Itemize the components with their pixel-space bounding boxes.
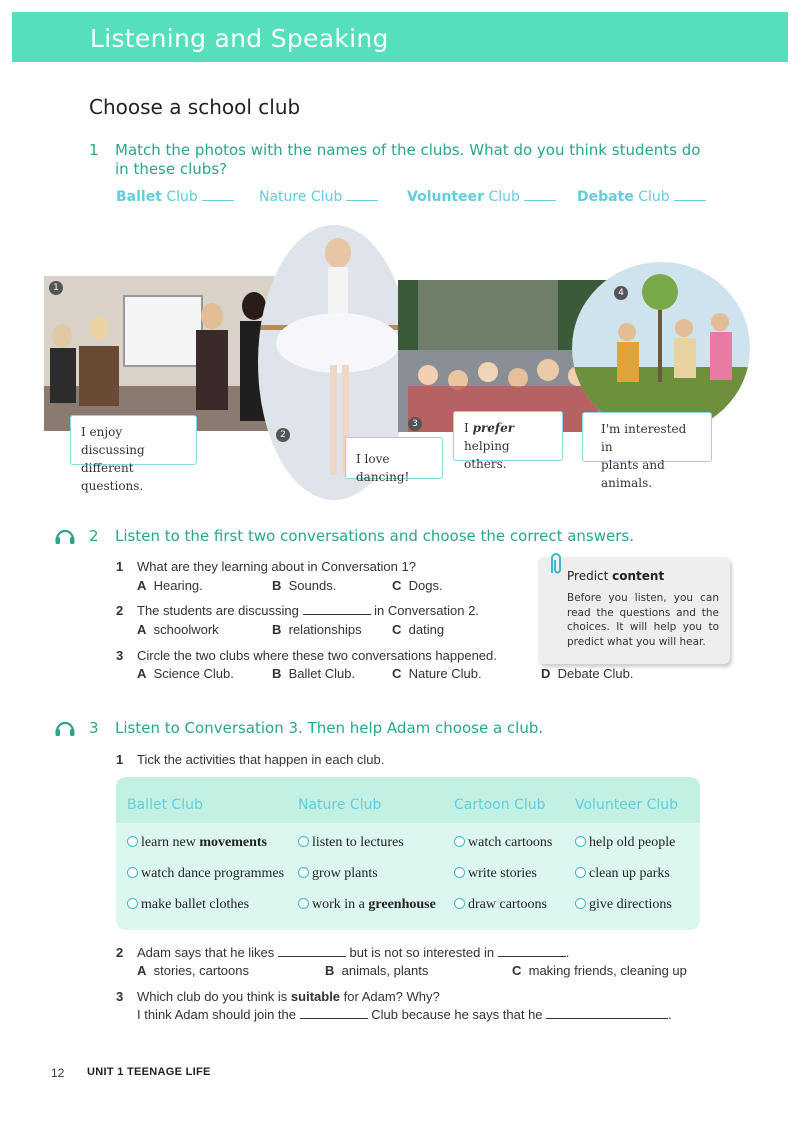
answer-blank[interactable] — [546, 1007, 668, 1019]
club-option-volunteer — [407, 189, 556, 205]
bubble-bold-word: prefer — [472, 421, 515, 435]
bubble-pre: I — [464, 421, 473, 435]
activity-text: listen to lectures — [312, 835, 404, 850]
activity-text: grow plants — [312, 866, 378, 881]
option-text: schoolwork — [153, 622, 219, 637]
activity-text: make ballet clothes — [141, 897, 250, 912]
checkbox[interactable] — [298, 898, 309, 909]
club-rest: Club — [161, 189, 198, 205]
activity-text: work in a — [312, 897, 369, 912]
checkbox[interactable] — [575, 898, 586, 909]
option-letter: A — [137, 622, 147, 637]
option-text: stories, cartoons — [153, 963, 249, 978]
question-text-a: Adam says that he likes — [137, 945, 275, 960]
club-option-debate — [577, 189, 706, 205]
predict-content-tip — [538, 557, 730, 664]
activity-text: write stories — [468, 866, 537, 881]
activity-option[interactable] — [127, 866, 284, 882]
answer-option-b[interactable] — [325, 963, 428, 978]
answer-option-b[interactable] — [272, 578, 336, 593]
activity-table — [116, 777, 700, 930]
section-1-line2: in these clubs? — [115, 160, 228, 178]
checkbox[interactable] — [454, 836, 465, 847]
photo-number-1: 1 — [49, 281, 63, 295]
activity-option[interactable] — [127, 835, 267, 851]
answer-option-a[interactable] — [137, 666, 234, 681]
section-2-number: 2 — [89, 527, 99, 545]
club-bold: Ballet — [116, 189, 162, 205]
tip-title-bold: content — [612, 569, 665, 583]
section-3-number: 3 — [89, 719, 99, 737]
activity-text: give directions — [589, 897, 672, 912]
option-text: making friends, cleaning up — [528, 963, 687, 978]
checkbox[interactable] — [127, 836, 138, 847]
option-text: Dogs. — [408, 578, 443, 593]
option-text: Sounds. — [288, 578, 337, 593]
bubble-post: helping — [464, 439, 510, 453]
photo-nature-club — [572, 262, 750, 434]
answer-option-c[interactable] — [392, 666, 482, 681]
question-number: 1 — [116, 559, 124, 574]
section-1-line1: Match the photos with the names of the clubs. What do you think students do — [115, 141, 701, 159]
column-title: Ballet Club — [127, 797, 203, 813]
section-1-number: 1 — [89, 141, 99, 159]
unit-label: UNIT 1 TEENAGE LIFE — [87, 1066, 211, 1078]
question-text — [137, 989, 440, 1004]
checkbox[interactable] — [298, 867, 309, 878]
question-text — [137, 945, 569, 960]
activity-option[interactable] — [298, 835, 404, 851]
activity-option[interactable] — [454, 835, 552, 851]
activity-option[interactable] — [575, 835, 675, 851]
option-letter: A — [137, 578, 147, 593]
banner-title: Listening and Speaking — [90, 24, 389, 53]
tip-body: Before you listen, you can read the questions and the choices. It will help you to predict what you will hear. — [567, 592, 719, 648]
activity-bold: greenhouse — [368, 897, 436, 912]
option-text: animals, plants — [341, 963, 429, 978]
tip-title — [567, 569, 664, 583]
column-title: Nature Club — [298, 797, 382, 813]
answer-blank[interactable] — [202, 189, 234, 201]
activity-text: watch cartoons — [468, 835, 553, 850]
option-letter: C — [392, 666, 402, 681]
photo-number-4: 4 — [614, 286, 628, 300]
activity-option[interactable] — [575, 897, 672, 913]
bubble-line — [464, 419, 552, 455]
section-1-instruction — [115, 141, 715, 179]
answer-option-c[interactable] — [392, 622, 444, 637]
activity-option[interactable] — [454, 897, 547, 913]
question-text: What are they learning about in Conversation 1? — [137, 559, 416, 574]
question-text-b: in Conversation 2. — [374, 603, 479, 618]
option-text: relationships — [288, 622, 362, 637]
club-rest: Club — [633, 189, 670, 205]
photo-number-2: 2 — [276, 428, 290, 442]
club-bold: Volunteer — [407, 189, 485, 205]
question-bold-word: suitable — [290, 989, 341, 1004]
question-text-b: for Adam? Why? — [340, 989, 440, 1004]
option-letter: A — [137, 666, 147, 681]
option-text: Ballet Club. — [288, 666, 356, 681]
speech-bubble-nature — [582, 412, 712, 490]
page-title: Choose a school club — [89, 95, 301, 119]
option-text: Debate Club. — [557, 666, 634, 681]
answer-option-d[interactable] — [541, 666, 634, 681]
page-number: 12 — [51, 1066, 65, 1080]
answer-option-a[interactable] — [137, 578, 203, 593]
answer-option-b[interactable] — [272, 622, 362, 637]
column-title: Cartoon Club — [454, 797, 546, 813]
activity-text: clean up parks — [589, 866, 670, 881]
answer-option-c[interactable] — [392, 578, 443, 593]
answer-option-a[interactable] — [137, 963, 249, 978]
bubble-line: I'm interested in — [601, 422, 687, 454]
checkbox[interactable] — [575, 867, 586, 878]
answer-blank[interactable] — [278, 945, 346, 957]
option-letter: C — [512, 963, 522, 978]
bubble-line: plants and animals. — [601, 458, 665, 490]
paperclip-icon — [546, 551, 566, 577]
question-text: Circle the two clubs where these two conversations happened. — [137, 648, 497, 663]
question-text — [137, 603, 479, 618]
option-letter: B — [272, 578, 282, 593]
answer-sentence — [137, 1007, 672, 1022]
question-number: 2 — [116, 603, 124, 618]
question-text-a: Which club do you think is — [137, 989, 291, 1004]
checkbox[interactable] — [298, 836, 309, 847]
club-rest: Nature Club — [259, 189, 343, 205]
activity-text: draw cartoons — [468, 897, 547, 912]
question-number: 2 — [116, 945, 124, 960]
sentence-c: . — [668, 1007, 672, 1022]
checkbox[interactable] — [127, 898, 138, 909]
club-option-nature — [259, 189, 378, 205]
sentence-b: Club because he says that he — [371, 1007, 543, 1022]
activity-option[interactable] — [298, 897, 436, 913]
speech-bubble-debate — [70, 415, 197, 493]
activity-option[interactable] — [298, 866, 378, 882]
option-letter: A — [137, 963, 147, 978]
answer-blank[interactable] — [674, 189, 706, 201]
question-text-c: . — [565, 945, 570, 960]
activity-option[interactable] — [575, 866, 670, 882]
photo-number-3: 3 — [408, 417, 422, 431]
headphones-icon — [54, 718, 76, 738]
answer-blank[interactable] — [300, 1007, 368, 1019]
activity-text: help old people — [589, 835, 676, 850]
photo-debate-club — [44, 276, 276, 431]
club-option-ballet — [116, 189, 234, 205]
bubble-line: I love dancing! — [356, 452, 410, 484]
question-number: 3 — [116, 989, 124, 1004]
option-letter: B — [325, 963, 335, 978]
column-title: Volunteer Club — [575, 797, 679, 813]
bubble-line: different questions. — [81, 461, 144, 493]
question-text-b: but is not so interested in — [349, 945, 495, 960]
option-letter: C — [392, 578, 402, 593]
answer-blank[interactable] — [524, 189, 556, 201]
option-letter: B — [272, 666, 282, 681]
question-number: 1 — [116, 752, 124, 767]
section-2-instruction: Listen to the first two conversations and choose the correct answers. — [115, 527, 634, 545]
header-banner — [12, 12, 788, 62]
speech-bubble-ballet — [345, 437, 443, 484]
option-text: Science Club. — [153, 666, 234, 681]
answer-option-c[interactable] — [512, 963, 687, 978]
checkbox[interactable] — [127, 867, 138, 878]
answer-option-a[interactable] — [137, 622, 219, 637]
answer-blank[interactable] — [303, 603, 371, 615]
activity-option[interactable] — [127, 897, 249, 913]
question-text: Tick the activities that happen in each club. — [137, 752, 385, 767]
option-text: Hearing. — [153, 578, 203, 593]
bubble-line: others. — [464, 457, 507, 471]
option-letter: B — [272, 622, 282, 637]
answer-blank[interactable] — [498, 945, 566, 957]
question-text-a: The students are discussing — [137, 603, 299, 618]
question-number: 3 — [116, 648, 124, 663]
option-letter: D — [541, 666, 551, 681]
activity-text: learn new — [141, 835, 200, 850]
checkbox[interactable] — [575, 836, 586, 847]
tip-title-plain: Predict — [567, 569, 613, 583]
sentence-a: I think Adam should join the — [137, 1007, 296, 1022]
option-text: Nature Club. — [408, 666, 482, 681]
bubble-line: I enjoy discussing — [81, 425, 145, 457]
option-text: dating — [408, 622, 445, 637]
headphones-icon — [54, 526, 76, 546]
answer-option-b[interactable] — [272, 666, 355, 681]
activity-option[interactable] — [454, 866, 537, 882]
answer-blank[interactable] — [346, 189, 378, 201]
option-letter: C — [392, 622, 402, 637]
speech-bubble-volunteer — [453, 411, 563, 471]
checkbox[interactable] — [454, 898, 465, 909]
club-rest: Club — [484, 189, 520, 205]
activity-text: watch dance programmes — [141, 866, 285, 881]
activity-bold: movements — [199, 835, 267, 850]
checkbox[interactable] — [454, 867, 465, 878]
club-bold: Debate — [577, 189, 634, 205]
section-3-instruction: Listen to Conversation 3. Then help Adam choose a club. — [115, 719, 544, 737]
